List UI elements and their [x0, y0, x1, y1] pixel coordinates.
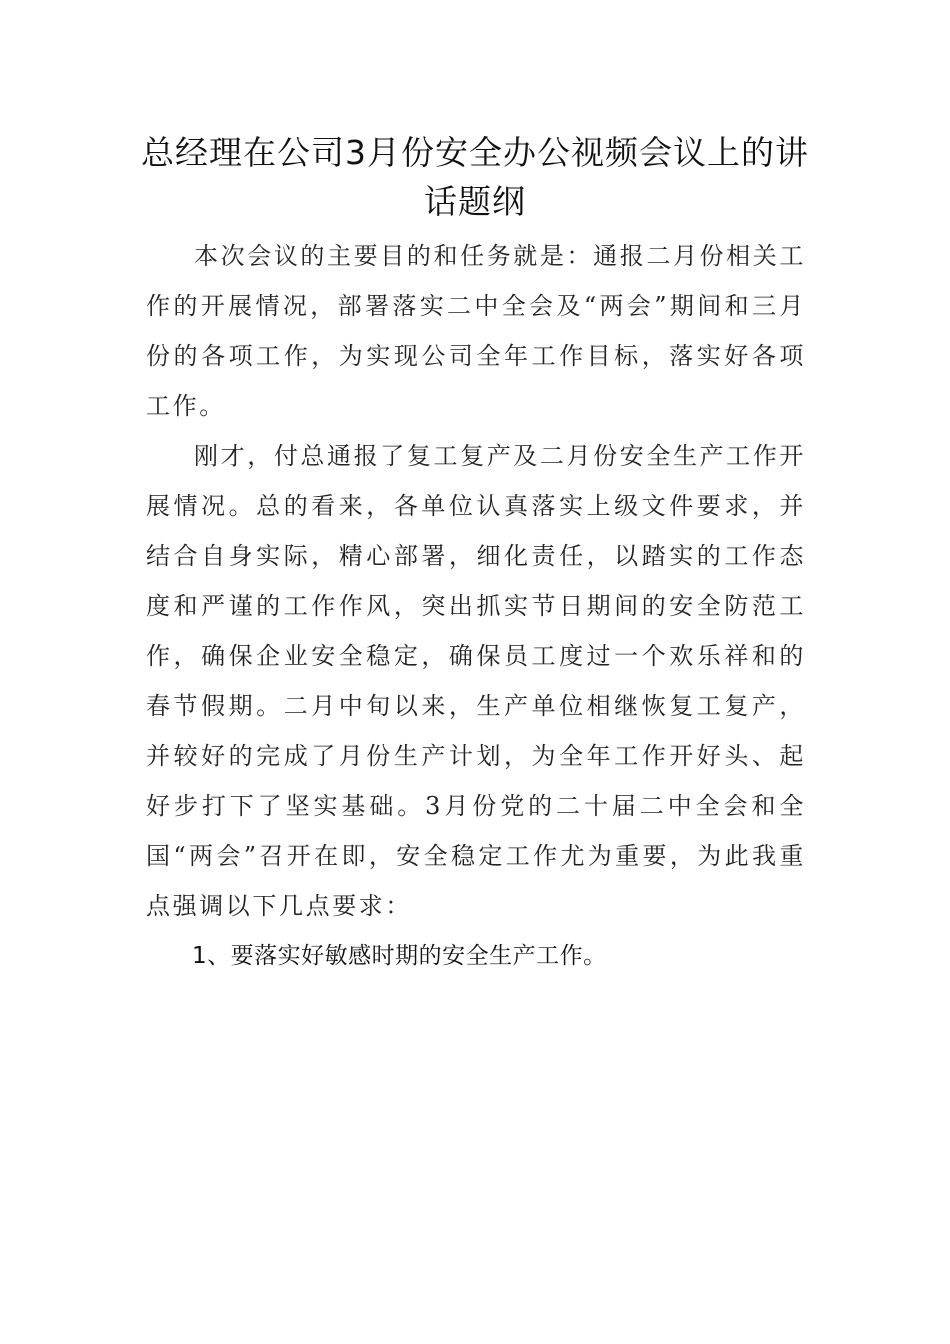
section-heading-1: 1、要落实好敏感时期的安全生产工作。 — [192, 943, 607, 969]
document-title: 总经理在公司3月份安全办公视频会议上的讲话题纲 — [141, 133, 809, 221]
document-body — [146, 231, 806, 981]
paragraph-meeting-purpose: 本次会议的主要目的和任务就是：通报二月份相关工作的开展情况，部署落实二中全会及“两会”期间和三月份的各项工作，为实现公司全年工作目标，落实好各项工作。 — [146, 242, 806, 420]
paragraph-work-review: 刚才，付总通报了复工复产及二月份安全生产工作开展情况。总的看来，各单位认真落实上级文件要求，并结合自身实际，精心部署，细化责任，以踏实的工作态度和严谨的工作作风，突出抓实节日期间的安全防范工作，确保企业安全稳定，确保员工度过一个欢乐祥和的春节假期。二月中旬以来，生产单位相继恢复工复产，并较好的完成了月份生产计划，为全年工作开好头、起好步打下了坚实基础。3月份党的二十届二中全会和全国“两会”召开在即，安全稳定工作尤为重要，为此我重点强调以下几点要求： — [146, 442, 806, 920]
